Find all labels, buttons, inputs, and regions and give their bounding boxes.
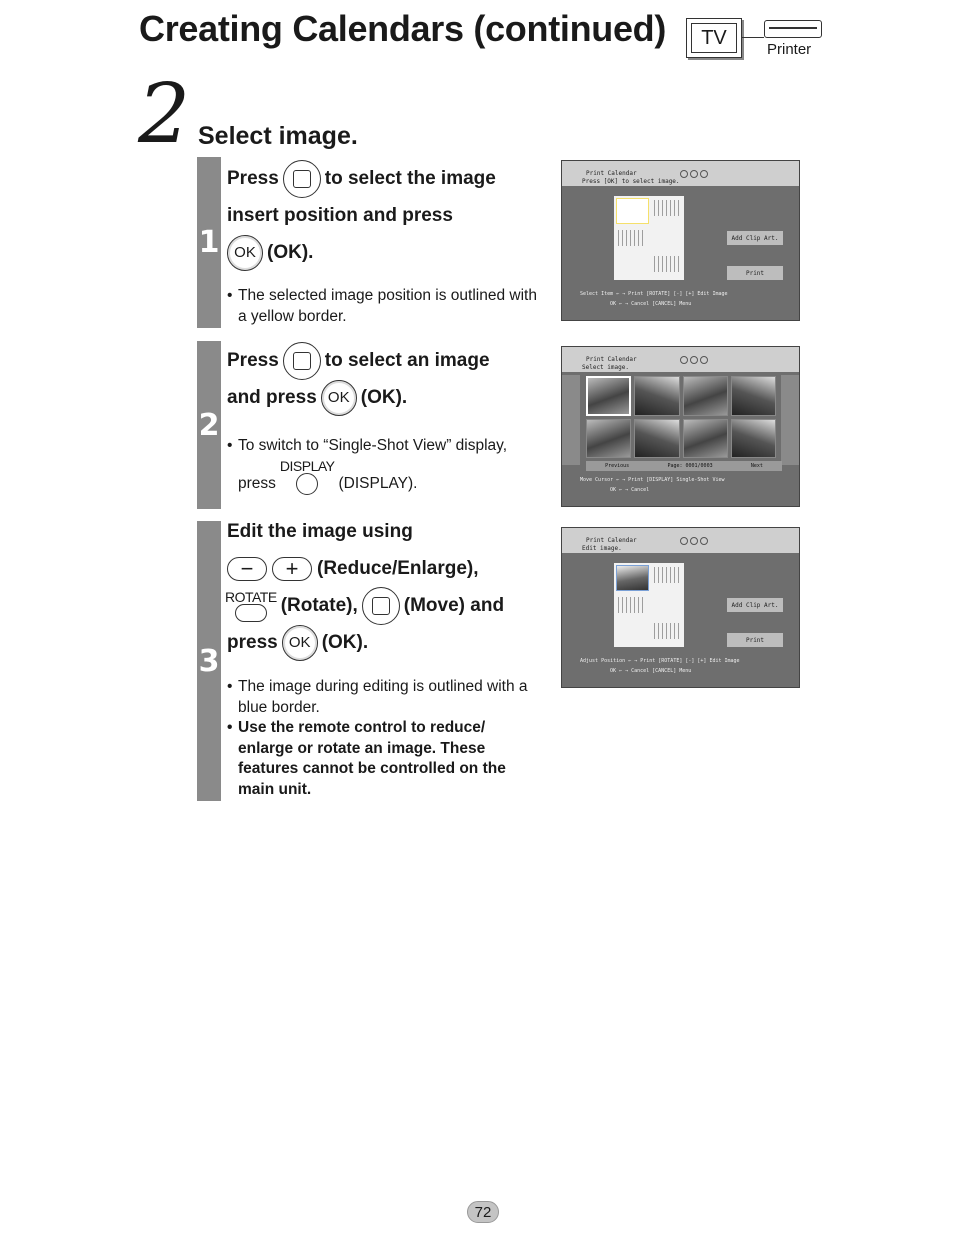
print-button: Print: [727, 266, 783, 280]
note-text: Use the remote control to reduce/ enlarge or rotate an image. These features cannot be controlled on the main unit.: [238, 719, 506, 798]
connector-line: [742, 37, 764, 38]
screenshot-select-image: [561, 346, 800, 507]
printer-label: Printer: [767, 41, 812, 58]
substep-1-instruction: [227, 160, 547, 271]
text: (OK).: [360, 387, 408, 408]
screen-title: Print Calendar: [586, 537, 637, 544]
text: (Rotate),: [280, 595, 358, 616]
text: to select the image: [324, 168, 496, 189]
substep-1-note: • The selected image position is outlined with a yellow border.: [227, 286, 537, 327]
joystick-icon: [362, 587, 400, 625]
remote-icons: [680, 537, 708, 545]
page-title: Creating Calendars (continued): [139, 8, 667, 49]
substep-2-note: • To switch to “Single-Shot View” display, press DISPLAY (DISPLAY).: [227, 436, 537, 495]
substep-2-instruction: [227, 342, 547, 416]
thumbnail: [586, 419, 631, 459]
thumbnail: [634, 376, 679, 416]
note-text: press: [238, 475, 276, 492]
screen-subtitle: Press [OK] to select image.: [582, 178, 680, 185]
calendar-preview: [614, 563, 684, 647]
page-label: Page: 0001/0003: [667, 463, 713, 469]
note-text: To switch to “Single-Shot View” display,: [238, 437, 508, 454]
text: press: [227, 632, 278, 653]
screen-subtitle: Edit image.: [582, 545, 622, 552]
ok-button-icon: OK: [227, 235, 263, 271]
thumbnail: [683, 376, 728, 416]
joystick-icon: [283, 342, 321, 380]
screen-footer: Select Item ← → Print [ROTATE] [-] [+] Edit Image: [580, 291, 728, 297]
display-button-icon: [280, 459, 335, 495]
ok-button-icon: OK: [282, 625, 318, 661]
printer-icon: [764, 20, 822, 38]
text: Press: [227, 168, 279, 189]
next-label: Next: [750, 463, 763, 469]
thumbnail: [683, 419, 728, 459]
text: and press: [227, 387, 317, 408]
screen-subtitle: Select image.: [582, 364, 629, 371]
text: (OK).: [267, 242, 314, 263]
step-number: 2: [138, 67, 191, 162]
screen-footer: Move Cursor ← → Print [DISPLAY] Single-Shot View: [580, 477, 725, 483]
thumbnail: [586, 376, 631, 416]
substep-bar: 3: [197, 521, 221, 801]
rotate-label: ROTATE: [225, 588, 277, 605]
substep-bar: 1: [197, 157, 221, 328]
thumbnail: [634, 419, 679, 459]
screen-footer: OK ← → Cancel: [610, 487, 650, 493]
image-thumbnails: [586, 376, 776, 458]
screen-footer: OK ← → Cancel [CANCEL] Menu: [610, 668, 692, 674]
step-title: Select image.: [198, 122, 358, 150]
previous-label: Previous: [605, 463, 630, 469]
remote-icons: [680, 356, 708, 364]
thumbnail: [731, 376, 776, 416]
tv-label: TV: [691, 23, 737, 53]
note-text: The image during editing is outlined with a blue border.: [238, 678, 528, 716]
rotate-button-icon: [225, 590, 277, 622]
screenshot-edit-image: [561, 527, 800, 688]
text: Edit the image using: [227, 521, 413, 542]
thumbnail: [731, 419, 776, 459]
screen-title: Print Calendar: [586, 356, 637, 363]
plus-button-icon: +: [272, 557, 312, 581]
text: (Move) and: [403, 595, 505, 616]
ok-button-icon: OK: [321, 380, 357, 416]
note-text: (DISPLAY).: [338, 475, 418, 492]
text: (Reduce/Enlarge),: [317, 558, 479, 579]
screenshot-select-position: [561, 160, 800, 321]
text: insert position and press: [227, 205, 453, 226]
substep-3-notes: • The image during editing is outlined with a blue border. • Use the remote control to reduce/ enlarge or rotate an image. These features cannot be controlled on the main unit.: [227, 677, 537, 800]
text: Press: [227, 350, 279, 371]
substep-bar: 2: [197, 341, 221, 509]
add-clip-art-button: Add Clip Art.: [727, 231, 783, 245]
page-number: 72: [467, 1201, 499, 1223]
calendar-preview: [614, 196, 684, 280]
text: (OK).: [321, 632, 369, 653]
note-text: The selected image position is outlined with a yellow border.: [238, 287, 537, 325]
screen-footer: Adjust Position ← → Print [ROTATE] [-] [+] Edit Image: [580, 658, 740, 664]
screen-title: Print Calendar: [586, 170, 637, 177]
screen-footer: OK ← → Cancel [CANCEL] Menu: [610, 301, 692, 307]
substep-3-instruction: [227, 513, 547, 661]
remote-icons: [680, 170, 708, 178]
pager: [586, 461, 782, 471]
joystick-icon: [283, 160, 321, 198]
text: to select an image: [324, 350, 490, 371]
display-label: DISPLAY: [279, 457, 335, 474]
minus-button-icon: −: [227, 557, 267, 581]
add-clip-art-button: Add Clip Art.: [727, 598, 783, 612]
print-button: Print: [727, 633, 783, 647]
tv-icon: [686, 18, 742, 58]
